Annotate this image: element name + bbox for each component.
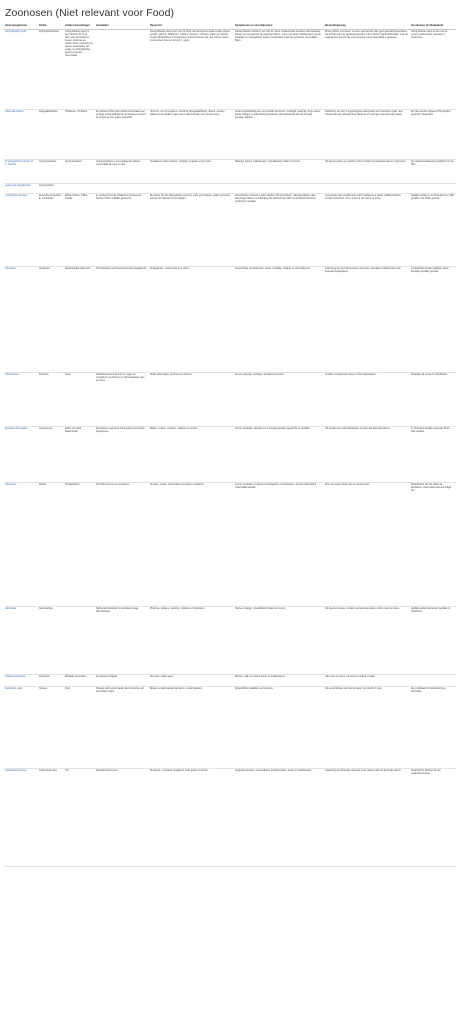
reservoir-cell: Campylobacter jejuni komt voor bij bijna veel diersoorten zoals vogels, kippen, eenden, ganzen, kalkoenen, varkens, schapen, runderen, katten en honden. Vooral slachtkuikens en kippenvlees kunnen besmet zijn. Ook wild en rauwe melk kunnen besmet zijn met C. jejuni.	[149, 30, 234, 110]
reservoir-cell: Bodem en darmkanaal van dieren, vooral paarden.	[149, 687, 234, 769]
column-header-organism: (micro)organisme	[4, 23, 38, 30]
table-row	[4, 30, 456, 110]
transmission-cell: Via contact met oppervlaktewater of urine van besmette dieren.	[324, 427, 410, 483]
column-header-reservoir: Reservoir	[149, 23, 234, 30]
other-names-cell: Ziekte van Weil, Rattenziekte	[64, 427, 95, 483]
organism-link-text[interactable]: shigella dysenteriae	[5, 676, 26, 679]
transmission-cell: Via verwondingen die besmet raken met grond of mest.	[324, 687, 410, 769]
occurrence-cell: Het aantal meldingen ligt jaarlijks rond de 500.	[410, 160, 456, 184]
pathogen-cell: Het rabiesvirus is een lyssavirus.	[95, 483, 149, 607]
pathogen-cell: De bacterie Chlamydia psittaci veroorzaakt een ernstige longontsteking die de bacterie via stof in de omgeving van vogels verspreidt.	[95, 110, 149, 160]
disease-cell: Cyclosporiasis	[38, 184, 64, 194]
other-names-cell: EHEC-infectie, STEC-infectie	[64, 194, 95, 267]
transmission-cell: Inademing van stof of opgedroogde uitwerpselen van besmette vogels. Een infectie kan ook optreden door hanteren of verzorgen van besmette vogels.	[324, 110, 410, 160]
organism-link-text[interactable]: chlamydia psittaci	[5, 111, 24, 114]
symptoms-cell: Spierstijfheid, kaakklem en krampen.	[234, 687, 324, 769]
page-title: Zoonosen (Niet relevant voor Food)	[5, 7, 175, 19]
organism-link[interactable]	[4, 267, 38, 373]
reservoir-cell: Honden, vossen, vleermuizen en andere zoogdieren.	[149, 483, 234, 607]
pathogen-cell	[95, 30, 149, 110]
symptoms-cell: Griepachtige verschijnselen, koorts, hoofdpijn, buikpijn en nierproblemen.	[234, 267, 324, 373]
reservoir-cell: De mens; zelden apen.	[149, 675, 234, 687]
reservoir-cell	[149, 184, 234, 194]
disease-cell: Campylobacteriose	[38, 30, 64, 110]
occurrence-cell	[410, 675, 456, 687]
organism-link[interactable]	[4, 30, 38, 110]
organism-link-text[interactable]: salmonella	[5, 608, 17, 611]
table-row	[4, 373, 456, 427]
reservoir-cell: Wilde watervogels, pluimvee en varkens.	[149, 373, 234, 427]
occurrence-cell: Per jaar worden ongeveer 50 gevallen gemeld in Nederland.	[410, 110, 456, 160]
transmission-cell: Consumptie van onvoldoende verhit rundvlees en rauwe melk(producten), contact met dieren of hun mest en van mens op mens.	[324, 194, 410, 267]
table-row	[4, 267, 456, 373]
other-names-cell: Klem	[64, 687, 95, 769]
organism-link-text[interactable]: campylobacter jejuni	[5, 31, 27, 34]
reservoir-cell: Runderen, en andere zoogdieren zoals geiten en herten.	[149, 769, 234, 867]
pathogen-cell: Salmonella bacteriën veroorzaken maag-darminfecties.	[95, 607, 149, 675]
occurrence-cell: Jaarlijks worden er in Nederland ca. 1000 gevallen van STEC gemeld.	[410, 194, 456, 267]
pathogen-cell: Influenzavirussen kunnen in vogels en zoogdieren voorkomen en zich aanpassen aan de mens.	[95, 373, 149, 427]
organism-link[interactable]	[4, 769, 38, 867]
transmission-cell: Inademing van stof dat besmet is met urine, speeksel of uitwerpselen van besmette knaagdieren.	[324, 267, 410, 373]
disease-cell: Cryptosporidiose	[38, 160, 64, 184]
organism-link-text[interactable]: leptospira interrogans	[5, 428, 28, 431]
pathogen-cell: Het hantavirus wordt verspreid door knaagdieren.	[95, 267, 149, 373]
pathogen-cell: De bacterie Leptospira interrogans veroorzaakt leptospirose.	[95, 427, 149, 483]
occurrence-cell: Jaarlijks enkele duizenden gevallen in Nederland.	[410, 607, 456, 675]
column-header-occurrence: Voorkomen (in Nederland)	[410, 23, 456, 30]
other-names-cell	[64, 184, 95, 194]
disease-cell: Papegaaienziekte	[38, 110, 64, 160]
organism-link[interactable]	[4, 194, 38, 267]
other-names-cell: Cryptosporidium	[64, 160, 95, 184]
table-header-row	[4, 23, 456, 30]
organism-link-text[interactable]: escherichia coli (stec)	[5, 195, 28, 198]
symptoms-cell: Veel infecties verlopen zonder klachten. Bij symptomen: waterige diarree, later bloederige diarree en buikkramp. Bij kinderen kan HUS (hemolytisch-uremisch syndroom) ontstaan.	[234, 194, 324, 267]
other-names-cell: Hondsdolheid	[64, 483, 95, 607]
table-row	[4, 607, 456, 675]
organism-link[interactable]	[4, 184, 38, 194]
transmission-cell: Van mens op mens, via besmet voedsel of water.	[324, 675, 410, 687]
organism-link-text[interactable]: cyclospora cayetanensis	[5, 185, 31, 188]
column-header-other-names: Andere benamingen	[64, 23, 95, 30]
table-row	[4, 483, 456, 607]
disease-cell: Tuberculose (tbc)	[38, 769, 64, 867]
symptoms-cell	[234, 184, 324, 194]
pathogen-cell: De bacterie Shigella.	[95, 675, 149, 687]
disease-cell: Enterohemorragische E. coli-infectie	[38, 194, 64, 267]
organism-link[interactable]	[4, 110, 38, 160]
symptoms-cell: Diarree, buikpijn, misselijkheid, braken en koorts.	[234, 607, 324, 675]
symptoms-cell: Diarree, vaak met bloed, koorts en buikkrampen.	[234, 675, 324, 687]
occurrence-cell: Zeer zeldzaam in Nederland door vaccinatie.	[410, 687, 456, 769]
other-names-cell: Bacillaire dysenterie	[64, 675, 95, 687]
reservoir-cell: Pluimvee, varkens, runderen, reptielen en huisdieren.	[149, 607, 234, 675]
transmission-cell: Door een beet of krab van een besmet dier.	[324, 483, 410, 607]
disease-cell: Leptospirose	[38, 427, 64, 483]
organism-link[interactable]	[4, 160, 38, 184]
occurrence-cell: In Nederland jaarlijks ongeveer 30 tot 100 gevallen.	[410, 427, 456, 483]
disease-cell: Tetanus	[38, 687, 64, 769]
symptoms-cell: Waterige diarree, buikkrampen, misselijkheid, braken en koorts.	[234, 160, 324, 184]
organism-link-text[interactable]: clostridium tetani	[5, 688, 23, 691]
disease-cell: Shigellose	[38, 675, 64, 687]
other-names-cell: Griep	[64, 373, 95, 427]
disease-cell: Influenza	[38, 373, 64, 427]
reservoir-cell: Zoogdieren zoals runderen, schapen en geiten en de mens.	[149, 160, 234, 184]
organism-link[interactable]	[4, 427, 38, 483]
transmission-cell: Direct contact met dieren, het eten van besmet (niet goed gekookt) kippenvlees, het drinken van niet gepasteuriseerde melk of besmet oppervlaktewater. Ook via ongewassen groente die met besmette mest in aanraking is gekomen.	[324, 30, 410, 110]
pathogen-cell: Mycobacterium bovis	[95, 769, 149, 867]
transmission-cell: Via besmet water en voedsel of door contact met besmette dieren of personen.	[324, 160, 410, 184]
organism-link-text[interactable]: rabiesvirus	[5, 484, 17, 487]
disease-cell: Rabies	[38, 483, 64, 607]
pathogen-cell: Tetanus wordt veroorzaakt door het toxine van Clostridium tetani.	[95, 687, 149, 769]
other-names-cell: Psittacose, Ornithose	[64, 110, 95, 160]
organism-link-text[interactable]: mycobacterium bovis	[5, 770, 27, 773]
organism-link[interactable]	[4, 607, 38, 675]
organism-link[interactable]	[4, 483, 38, 607]
disease-cell: Salmonellose	[38, 607, 64, 675]
table-row	[4, 184, 456, 194]
table-row	[4, 687, 456, 769]
symptoms-cell: Koorts, spierpijn, hoofdpijn, keelpijn en hoesten.	[234, 373, 324, 427]
occurrence-cell: Campylobacter jejuni is één van de meest voorkomende zoönosen in Nederland.	[410, 30, 456, 110]
table-row	[4, 110, 456, 160]
reservoir-cell: Runderen zijn het belangrijkste reservoir, maar ook schapen, geiten en herten kunnen de bacterie bij zich dragen.	[149, 194, 234, 267]
transmission-cell: Via besmet voedsel, contact met besmette dieren of van mens op mens.	[324, 607, 410, 675]
transmission-cell	[324, 184, 410, 194]
pathogen-cell: E. coli bacteriën die shigatoxine produceren worden STEC of EHEC genoemd.	[95, 194, 149, 267]
column-header-transmission: Besmettingsweg	[324, 23, 410, 30]
reservoir-cell: Het komt voor bij vogels en vooral bij papegaaiachtigen, duiven, eenden, kalkoenen en andere vogels die in nauw contact met mensen leven.	[149, 110, 234, 160]
occurrence-cell: Nederland is vrij van rabies bij landdieren; vleermuizen kunnen drager zijn.	[410, 483, 456, 607]
symptoms-cell: Koorts, hoofdpijn en daarna neurologische verschijnselen. Zonder behandeling vrijwel altijd dodelijk.	[234, 483, 324, 607]
symptoms-cell: Campylobacter-infectie is een van de meest voorkomende oorzaken van bacteriële diarree. De symptomen zijn waterige diarree, soms met bloed, buikkrampen, koorts, hoofdpijn en misselijkheid. Zelden complicaties zoals het syndroom van Guillain-Barré.	[234, 30, 324, 110]
occurrence-cell: In Nederland worden jaarlijks enkele tientallen gevallen gemeld.	[410, 267, 456, 373]
reservoir-cell: Ratten, muizen, runderen, varkens en honden.	[149, 427, 234, 483]
organism-link[interactable]	[4, 373, 38, 427]
organism-link-text[interactable]: Cryptosporidium parvum en C. hominis	[5, 161, 34, 167]
other-names-cell	[64, 607, 95, 675]
disease-cell: Hantavirus	[38, 267, 64, 373]
symptoms-cell: Koorts, hoofdpijn, spierpijn en in ernstige gevallen geelzucht en nierfalen.	[234, 427, 324, 483]
organism-link-text[interactable]: influenzavirus	[5, 374, 20, 377]
symptoms-cell: Acute longontsteking met een periode van koorts, hoofdpijn, spierpijn, droge hoest, koude rillingen en ademhalingsproblemen. Niet behandeld kan het ernstige gevolgen hebben.	[234, 110, 324, 160]
table-row	[4, 769, 456, 867]
zoonosen-table	[4, 23, 456, 867]
column-header-disease: Ziekte	[38, 23, 64, 30]
reservoir-cell: Knaagdieren, vooral muizen en ratten.	[149, 267, 234, 373]
transmission-cell: Contact met besmette dieren of hun uitwerpselen.	[324, 373, 410, 427]
table-row	[4, 194, 456, 267]
transmission-cell: Inademing van besmette druppels of via rauwe melk van besmette dieren.	[324, 769, 410, 867]
organism-link[interactable]	[4, 675, 38, 687]
other-names-cell: Campylobacter jejuni is een bacterie die in de darm van vleesvarkens, koeien, pluimvee en andere dieren voorkomt en via een verwonding van maag- en darmslijmvlies (gastro-enteritis) veroorzaakt	[64, 30, 95, 110]
table-row	[4, 675, 456, 687]
table-row	[4, 427, 456, 483]
organism-link-text[interactable]: hantavirus	[5, 268, 16, 271]
symptoms-cell: Langdurig hoesten, vermoeidheid, gewichtsverlies, koorts en nachtzweten.	[234, 769, 324, 867]
table-row	[4, 160, 456, 184]
pathogen-cell	[95, 184, 149, 194]
other-names-cell: Tbc	[64, 769, 95, 867]
organism-link[interactable]	[4, 687, 38, 769]
other-names-cell: Nephropathia epidemica	[64, 267, 95, 373]
column-header-symptoms: Symptomen en verschijnselen	[234, 23, 324, 30]
pathogen-cell: Cryptosporidium is een parasiet die diarree veroorzaakt bij mens en dier.	[95, 160, 149, 184]
occurrence-cell: Zeldzaam bij mensen in Nederland.	[410, 373, 456, 427]
occurrence-cell: Nederland is officieel vrij van rundertuberculose.	[410, 769, 456, 867]
column-header-pathogen: Verwekker	[95, 23, 149, 30]
occurrence-cell	[410, 184, 456, 194]
